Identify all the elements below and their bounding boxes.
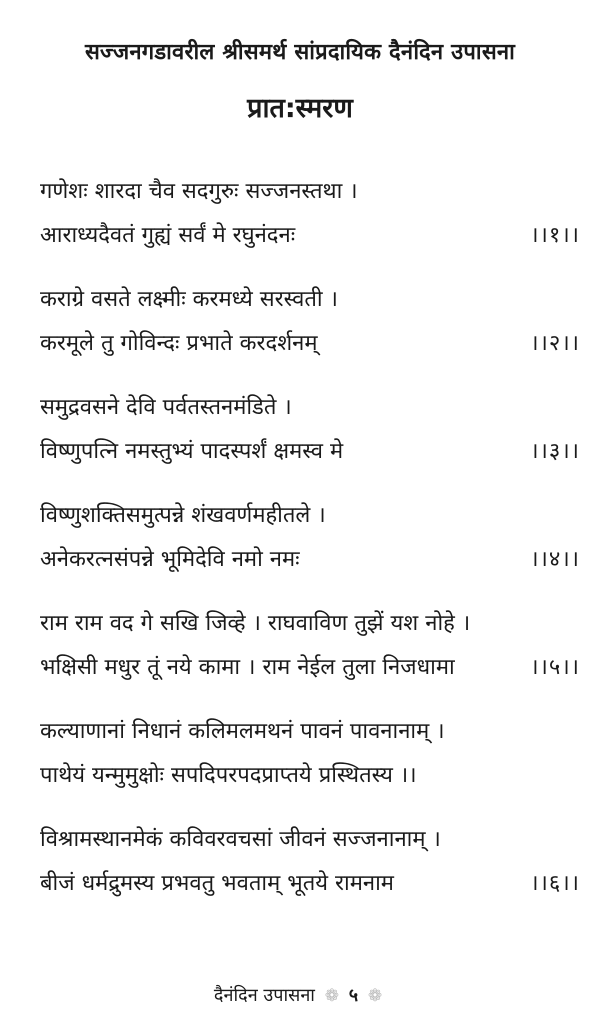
verse-line (40, 646, 580, 690)
verse-text: गणेशः शारदा चैव सदगुरुः सज्जनस्तथा । (40, 179, 358, 204)
verse-line (40, 278, 580, 322)
verse-text: कराग्रे वसते लक्ष्मीः करमध्ये सरस्वती । (40, 287, 338, 312)
verse-line (40, 754, 580, 798)
verse-text: विष्णुशक्तिसमुत्पन्ने शंखवर्णमहीतले । (40, 503, 326, 528)
footer-label: दैनंदिन उपासना (213, 985, 315, 1006)
verse-line (40, 862, 580, 906)
stanza-4 (40, 494, 580, 582)
verse-list (40, 170, 580, 926)
verse-line (40, 386, 580, 430)
verse-line (40, 710, 580, 754)
verse-line (40, 214, 580, 258)
stanza-7 (40, 818, 580, 906)
flower-ornament-icon: ❁ (367, 986, 383, 1006)
verse-number: ।।२।। (530, 331, 580, 356)
header-title: सज्जनगडावरील श्रीसमर्थ सांप्रदायिक दैनंदिन उपासना (84, 40, 516, 65)
verse-line (40, 170, 580, 214)
verse-number: ।।६।। (530, 871, 580, 896)
verse-number: ।।५।। (530, 655, 580, 680)
verse-number: ।।३।। (530, 439, 580, 464)
page-title: प्रात:स्मरण (247, 93, 353, 124)
verse-number: ।।४।। (530, 547, 580, 572)
page-number: ५ (348, 985, 359, 1006)
verse-text: पाथेयं यन्मुमुक्षोः सपदिपरपदप्राप्तये प्रस्थितस्य ।। (40, 763, 417, 788)
verse-text: आराध्यदैवतं गुह्यं सर्वं मे रघुनंदनः (40, 223, 296, 248)
verse-line (40, 602, 580, 646)
verse-text: बीजं धर्मद्रुमस्य प्रभवतु भवताम् भूतये रामनाम (40, 871, 394, 896)
verse-text: समुद्रवसने देवि पर्वतस्तनमंडिते । (40, 395, 292, 420)
verse-line (40, 538, 580, 582)
verse-text: कल्याणानां निधानं कलिमलमथनं पावनं पावनानाम् । (40, 719, 445, 744)
verse-text: करमूले तु गोविन्दः प्रभाते करदर्शनम् (40, 331, 318, 356)
verse-line (40, 430, 580, 474)
verse-text: विष्णुपत्नि नमस्तुभ्यं पादस्पर्शं क्षमस्व मे (40, 439, 344, 464)
stanza-5 (40, 602, 580, 690)
stanza-2 (40, 278, 580, 366)
flower-ornament-icon: ❁ (324, 986, 339, 1006)
page-footer (0, 983, 600, 1007)
verse-text: विश्रामस्थानमेकं कविवरवचसां जीवनं सज्जनानाम् । (40, 827, 441, 852)
verse-line (40, 494, 580, 538)
stanza-6 (40, 710, 580, 798)
verse-text: राम राम वद गे सखि जिव्हे । राघवाविण तुझें यश नोहे । (40, 611, 471, 636)
verse-line (40, 818, 580, 862)
stanza-3 (40, 386, 580, 474)
verse-line (40, 322, 580, 366)
stanza-1 (40, 170, 580, 258)
verse-number: ।।१।। (530, 223, 580, 248)
verse-text: अनेकरत्नसंपन्ने भूमिदेवि नमो नमः (40, 547, 300, 572)
verse-text: भक्षिसी मधुर तूं नये कामा । राम नेईल तुला निजधामा (40, 655, 455, 680)
